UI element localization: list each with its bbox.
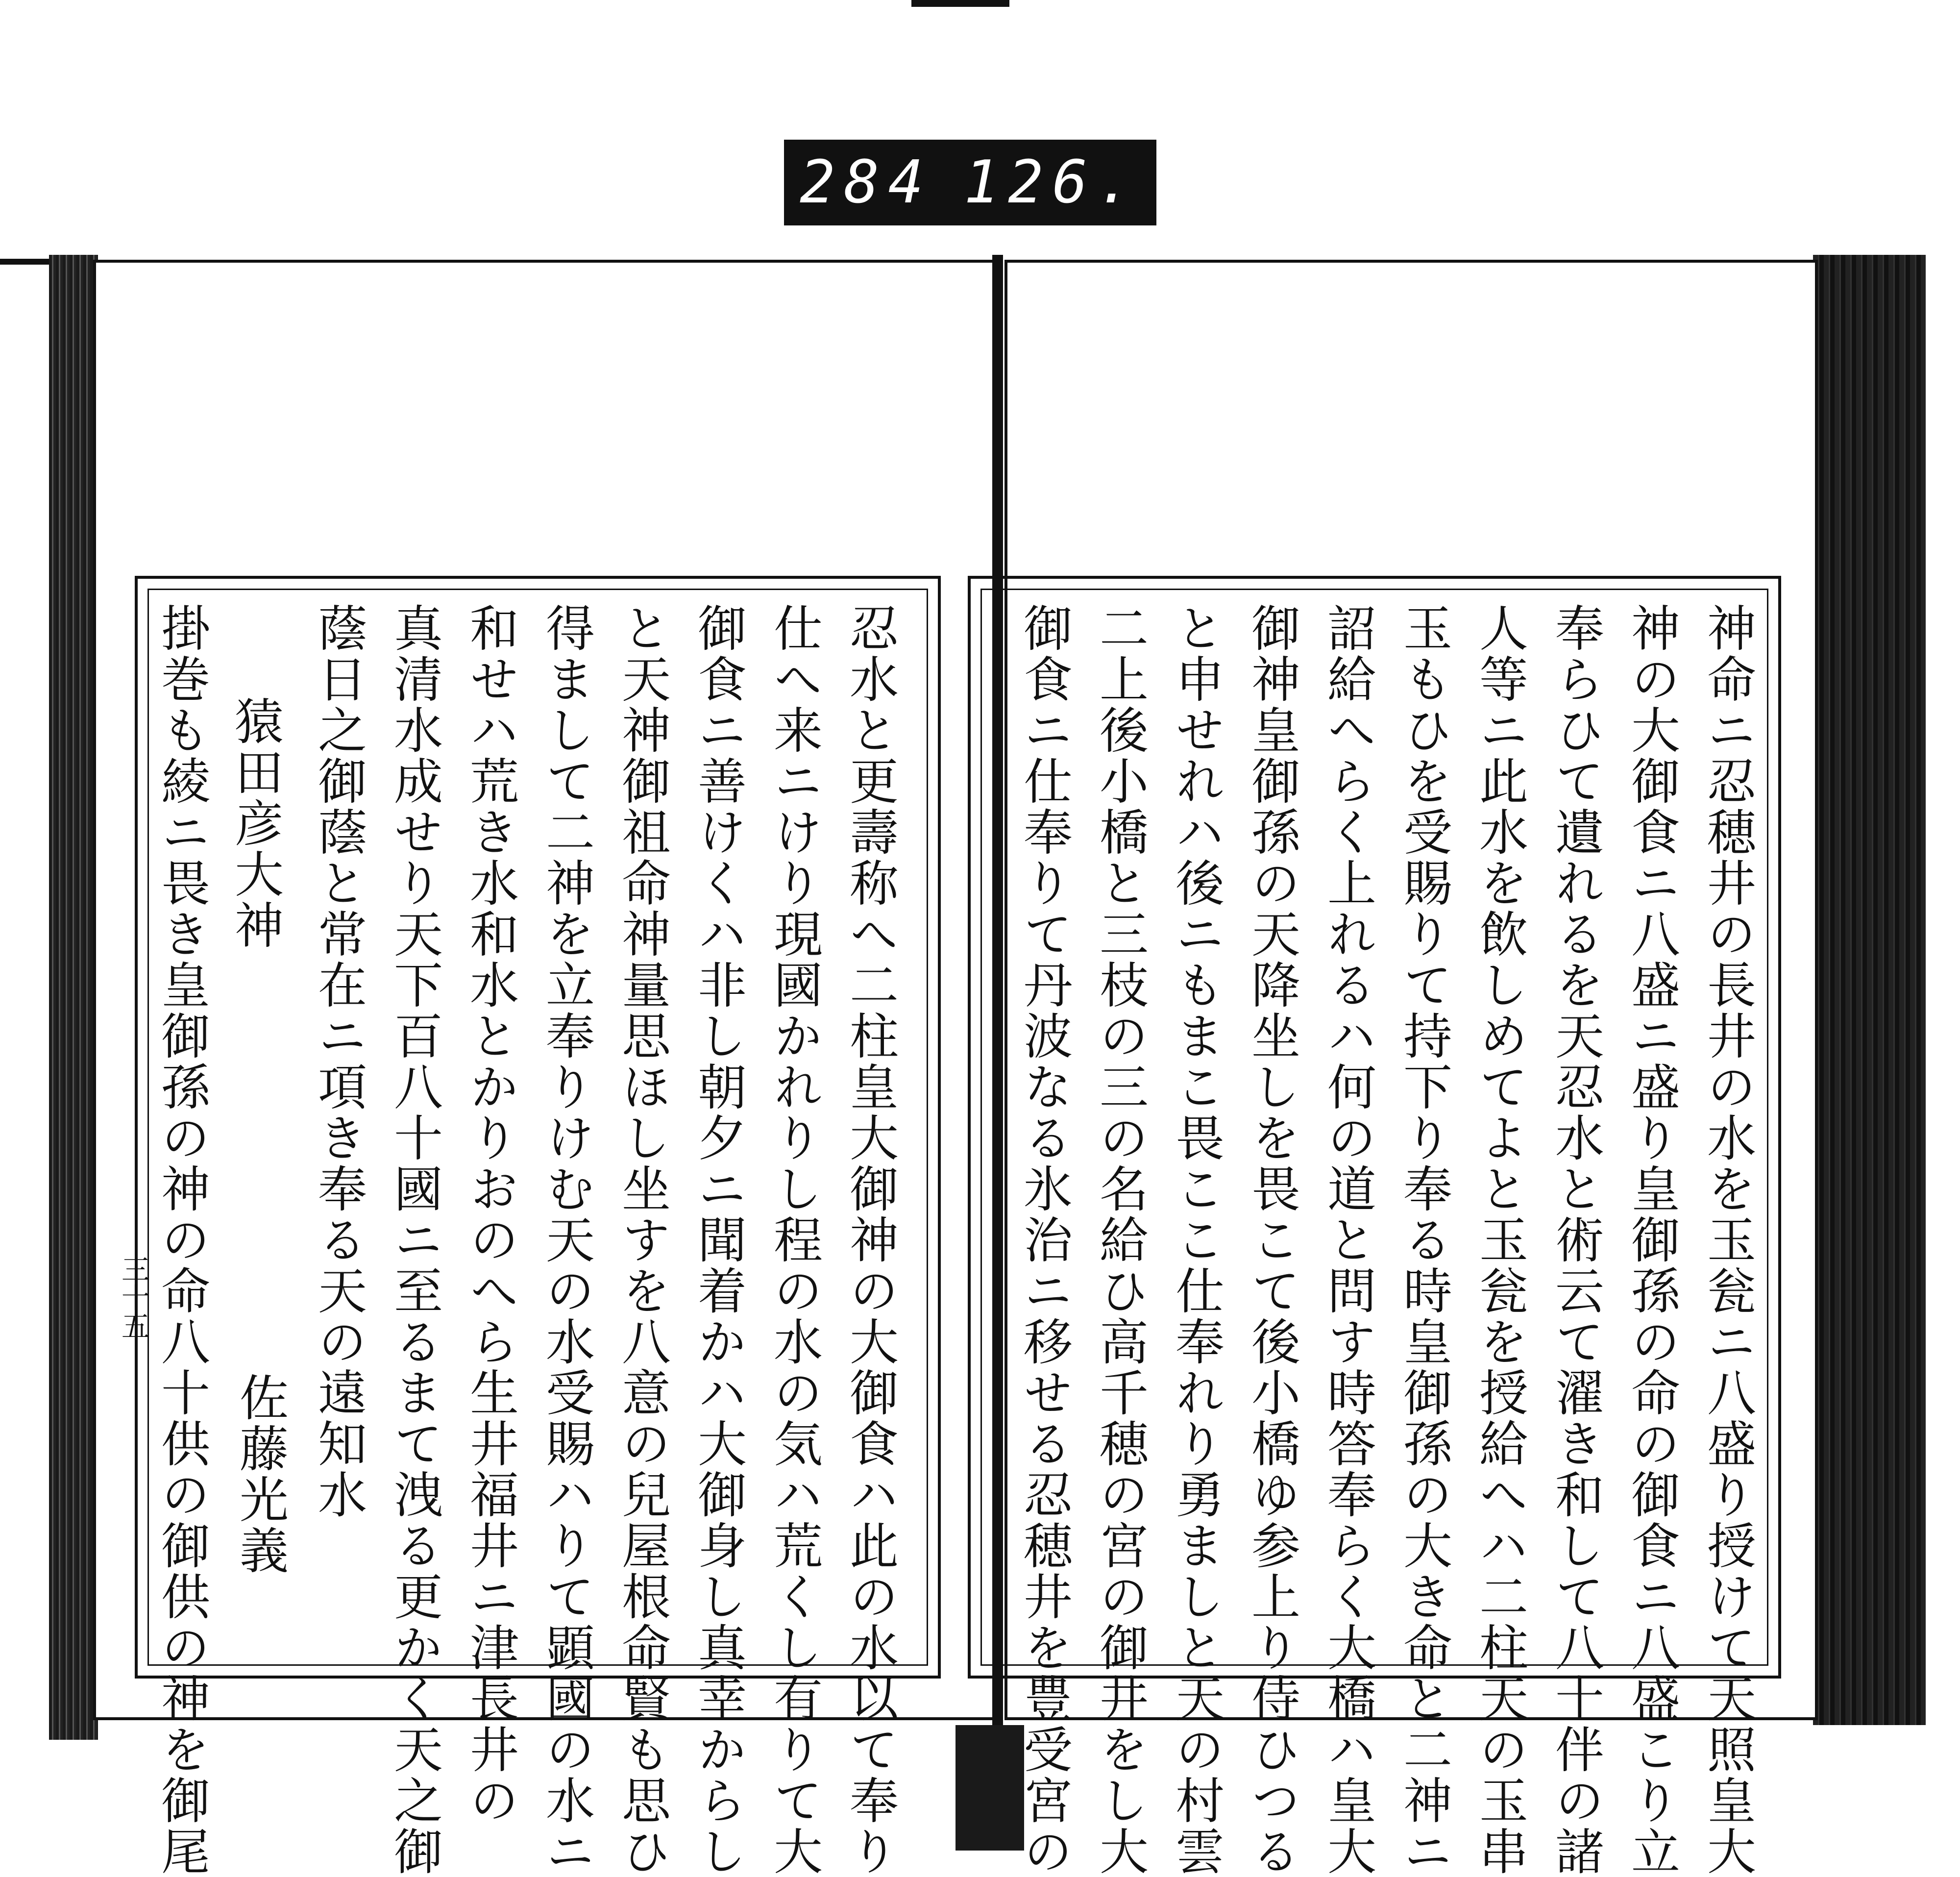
right-column-7: 御神皇御孫の天降坐しを畏こて後小橋ゆ参上り侍ひつる (1243, 603, 1300, 1877)
poem-body: 掛巻も綾ニ畏き皇御孫の神の命八十供の御供の神を御尾 (153, 603, 210, 1877)
left-column-1: 忍水と更壽称へ二柱皇大御神の大御食ハ此の水以て奉り (841, 603, 899, 1877)
page-number: 三十五 (117, 1255, 150, 1340)
top-edge-scrap (911, 0, 1009, 7)
poem-title: 猿田彦大神 (226, 696, 284, 951)
left-column-3: 御食ニ善けくハ非し朝夕ニ聞着かハ大御身し真幸からし (689, 603, 747, 1877)
film-label-right: 126. (963, 148, 1141, 217)
right-column-5: 玉もひを受賜りて持下り奉る時皇御孫の大き命と二神ニ (1395, 603, 1452, 1877)
left-page-stack-edge (49, 255, 98, 1740)
left-column-5: 得まして二神を立奉りけむ天の水受賜ハりて顕國の水ニ (538, 603, 595, 1877)
spine-tab (956, 1725, 1024, 1851)
right-column-6: 詔給へらく上れるハ何の道と問す時答奉らく大橋ハ皇大 (1319, 603, 1376, 1877)
right-column-1: 神命ニ忍穂井の長井の水を玉瓮ニ八盛り授けて天照皇大 (1699, 603, 1756, 1877)
left-column-8: 蔭日之御蔭と常在ニ項き奉る天の遠知水 (310, 603, 367, 1520)
right-column-3: 奉らひて遺れるを天忍水と術云て濯き和して八十伴の諸 (1547, 603, 1604, 1877)
left-column-4: と天神御祖命神量思ほし坐すを八意の兒屋根命賢も思ひ (613, 603, 671, 1877)
left-column-7: 真清水成せり天下百八十國ニ至るまて洩る更かく天之御 (386, 603, 443, 1877)
right-column-9: 二上後小橋と三枝の三の名給ひ高千穂の宮の御井をし大 (1091, 603, 1149, 1877)
right-column-8: と申せれハ後ニもまこ畏ここ仕奉れり勇ましと天の村雲 (1167, 603, 1225, 1877)
right-column-2: 神の大御食ニ八盛ニ盛り皇御孫の命の御食ニ八盛こり立 (1623, 603, 1680, 1877)
left-column-6: 和せハ荒き水和水とかりおのへら生井福井ニ津長井の (462, 603, 519, 1826)
left-column-2: 仕へ来ニけり現國かれりし程の水の気ハ荒くし有りて大 (765, 603, 823, 1877)
right-column-10: 御食ニ仕奉りて丹波なる氷治ニ移せる忍穂井を豊受宮の (1015, 603, 1073, 1877)
poem-author: 佐藤光義 (231, 1372, 289, 1576)
right-page-stack-edge (1813, 255, 1926, 1725)
right-column-4: 人等ニ此水を飲しめてよと玉瓮を授給へハ二柱天の玉串 (1471, 603, 1528, 1877)
film-label-left: 284 (800, 148, 932, 217)
film-frame-label (784, 140, 1156, 225)
